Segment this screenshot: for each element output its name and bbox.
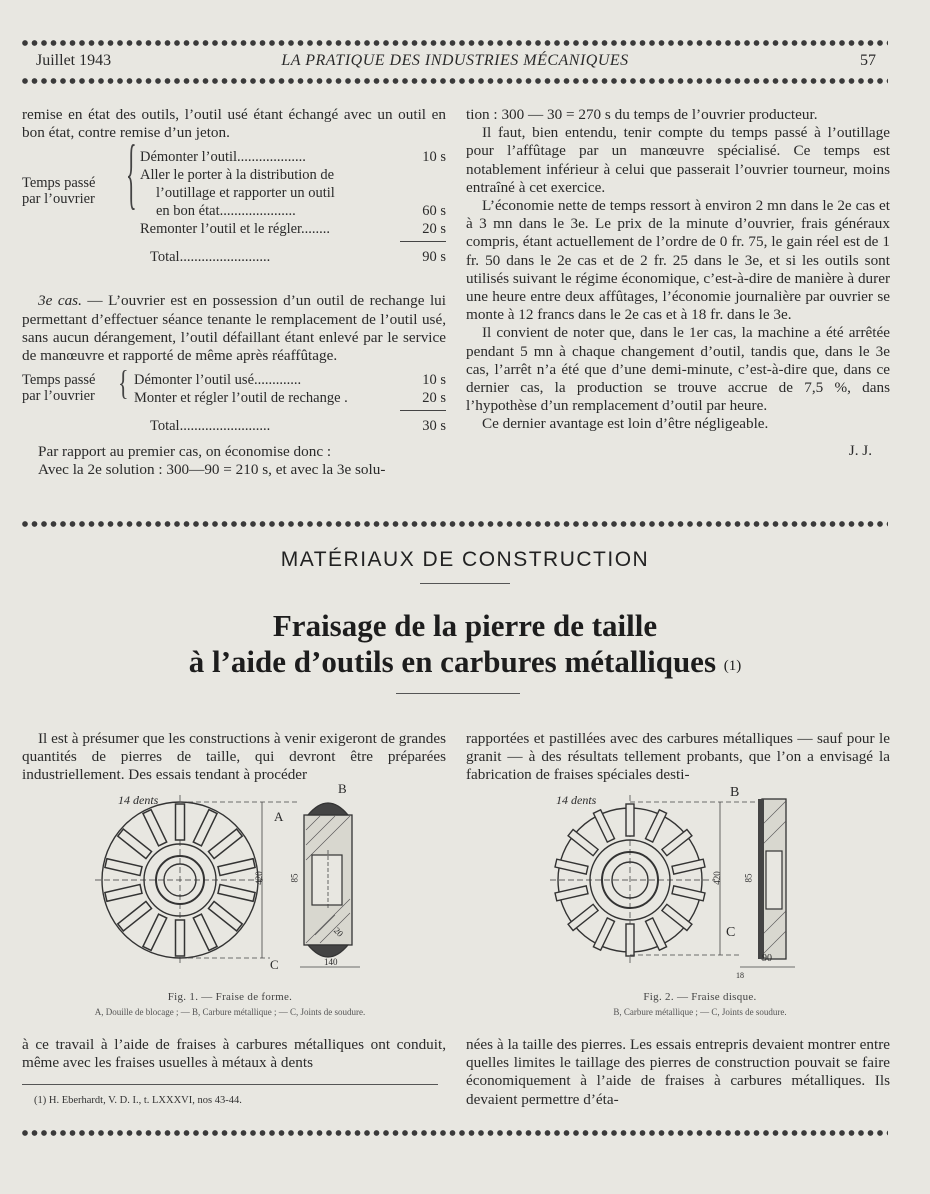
cutter-tooth <box>105 885 142 902</box>
cutter-tooth <box>193 914 217 950</box>
top-dot-rule <box>22 40 888 47</box>
table2-label: Temps passé par l’ouvrier <box>22 372 96 404</box>
cutter-tooth <box>568 829 598 855</box>
time-table-1 <box>22 128 446 274</box>
table1-value: 10 s <box>422 149 446 166</box>
table1-item: Démonter l’outil................... <box>140 149 306 166</box>
title-underline <box>396 693 520 694</box>
figure1-dim-420: 420 <box>253 871 264 885</box>
figure-1-drawing <box>30 785 430 980</box>
figure-1 <box>30 781 430 1025</box>
article-left-top: Il est à présumer que les constructions à venir exigeront de grandes quantités de pierres de taille, qui devront être préparées industriellement. Des essais tendant à procéder <box>22 730 446 784</box>
table2-item: Monter et régler l’outil de rechange . <box>134 390 348 407</box>
table1-item: Remonter l’outil et le régler........ <box>140 221 331 238</box>
figure1-label-a: A <box>274 809 284 824</box>
table2-value: 20 s <box>422 390 446 407</box>
cutter-tooth <box>208 901 242 930</box>
bottom-dot-rule <box>22 1130 888 1137</box>
cutter-tooth <box>568 904 598 930</box>
figure2-dim-18: 18 <box>736 971 744 980</box>
right-paragraph-1: tion : 300 — 30 = 270 s du temps de l’ouvrier producteur. <box>466 106 818 123</box>
left-paragraph-3: Par rapport au premier cas, on économise donc : <box>38 443 332 461</box>
cutter-tooth <box>143 810 167 846</box>
figure2-dim-85: 85 <box>743 873 754 883</box>
cutter-tooth <box>626 804 634 836</box>
figure1-dim-20: 20 <box>331 925 346 939</box>
footnote: (1) H. Eberhardt, V. D. I., t. LXXXVI, nos 43-44. <box>34 1095 242 1106</box>
figure2-subcaption: B, Carbure métallique ; — C, Joints de soudure. <box>613 1007 787 1017</box>
article-right-top: rapportées et pastillées avec des carbures métalliques — sauf pour le granit — à des résultats tellement probants, que l’on a envisagé la fabrication de fraises spéciales desti- <box>466 730 890 784</box>
cutter-tooth <box>176 920 185 956</box>
table2-total-value: 30 s <box>422 418 446 435</box>
figure1-teeth-label: 14 dents <box>118 793 159 807</box>
total-rule <box>400 241 446 242</box>
cutter-tooth <box>143 914 167 950</box>
table1-item: l’outillage et rapporter un outil <box>156 185 335 202</box>
total-rule <box>400 410 446 411</box>
figure1-caption: Fig. 1. — Fraise de forme. <box>167 991 293 1003</box>
right-column <box>466 106 890 460</box>
figure2-caption: Fig. 2. — Fraise disque. <box>643 991 757 1003</box>
footnote-rule <box>22 1084 438 1085</box>
page-header <box>22 50 888 74</box>
cutter-tooth <box>555 859 588 874</box>
figure1-dim-140: 140 <box>324 957 338 967</box>
cutter-tooth <box>645 810 666 842</box>
cutter-tooth <box>626 924 634 956</box>
page-number: 57 <box>860 52 876 69</box>
brace: { <box>126 128 137 219</box>
table1-total-label: Total......................... <box>150 249 271 266</box>
cutter-tooth <box>218 859 255 876</box>
figure1-subcaption: A, Douille de blocage ; — B, Carbure métallique ; — C, Joints de soudure. <box>94 1007 366 1017</box>
header-date: Juillet 1943 <box>36 52 112 69</box>
article-left-bottom: à ce travail à l’aide de fraises à carbures métalliques ont conduit, même avec les fraises usuelles à métaux à dents <box>22 1036 446 1072</box>
cutter-tooth <box>662 829 692 855</box>
figure1-label-b: B <box>338 781 347 796</box>
cutter-tooth <box>105 859 142 876</box>
figure2-teeth-label: 14 dents <box>556 793 597 807</box>
section-underline <box>420 583 510 584</box>
cutter-tooth <box>593 918 614 950</box>
signature: J. J. <box>848 441 872 459</box>
cutter-tooth <box>555 886 588 901</box>
table2-total-label: Total......................... <box>150 418 271 435</box>
left-paragraph-1: remise en état des outils, l’outil usé étant échangé avec un outil en bon état, contre remise d’un jeton. <box>22 106 446 142</box>
header-dot-rule <box>22 78 888 85</box>
brace: { <box>118 362 129 403</box>
section-dot-rule <box>22 521 888 528</box>
cutter-tooth <box>118 829 152 858</box>
figure1-label-c: C <box>270 957 279 972</box>
section-heading: MATÉRIAUX DE CONSTRUCTION <box>280 548 650 571</box>
article-title: Fraisage de la pierre de taille à l’aide d’outils en carbures métalliques $^{(1)}$ <box>188 608 742 679</box>
cutter-tooth <box>645 918 666 950</box>
table1-item: Aller le porter à la distribution de <box>140 167 335 184</box>
figure2-dim-90: 90 <box>762 953 772 964</box>
cutter-tooth <box>662 904 692 930</box>
cutter-tooth <box>193 810 217 846</box>
header-title: LA PRATIQUE DES INDUSTRIES MÉCANIQUES <box>281 52 629 69</box>
figure-2 <box>500 785 900 1025</box>
figure-2-drawing <box>500 785 900 980</box>
cutter-tooth <box>118 901 152 930</box>
table1-item: en bon état..................... <box>156 203 296 220</box>
left-paragraph-case3: 3e cas. — L’ouvrier est en possession d’un outil de rechange lui permettant d’effectuer séance tenante le remplacement de l’outil usé, sans aucun dérangement, l’outil défaillant étant enlevé par le service de manœuvre et rapporté de même après réaffûtage. <box>22 292 446 365</box>
figure2-label-c: C <box>726 925 736 940</box>
cutter-tooth <box>672 886 705 901</box>
table1-value: 20 s <box>422 221 446 238</box>
cutter-tooth <box>218 885 255 902</box>
figure2-dim-420: 420 <box>711 871 722 885</box>
right-paragraph-4: Il convient de noter que, dans le 1er cas, la machine a été arrêtée pendant 5 mn à chaque changement d’outil, tandis que, dans le 3e cas, l’arrêt n’a été que d’une demi-minute, c’est-à-dire que, dans ce dernier cas, la production se trouve accrue de 7,5 %, dans l’hypothèse d’un remplacement d’outil par heure. <box>466 324 890 415</box>
cutter-tooth <box>176 804 185 840</box>
left-column <box>22 106 446 480</box>
table1-total-value: 90 s <box>422 249 446 266</box>
table2-value: 10 s <box>422 372 446 389</box>
article-right-bottom: nées à la taille des pierres. Les essais entrepris devaient montrer entre quelles limites le taillage des pierres de construction pouvait se faire économiquement à l’aide de fraises à carbures métalliques. Ils devaient permettre d’éta- <box>466 1036 890 1108</box>
figure2-label-b: B <box>730 785 740 800</box>
right-paragraph-5: Ce dernier avantage est loin d’être négligeable. <box>482 415 769 433</box>
cutter-tooth <box>593 810 614 842</box>
right-paragraph-3: L’économie nette de temps ressort à environ 2 mn dans le 2e cas et à 3 mn dans le 3e. Le prix de la minute d’ouvrier, frais généraux compris, étant actuellement de l’ordre de 0 fr. 75, le gain réel est de 1 fr. 50 dans le 2e cas et de 2 fr. 25 dans le 3e, et si les outils sont utilisés suivant le régime économique, c’est-à-dire de manière à durer une heure entre deux affûtages, l’économie journalière par ouvrier se monte à 12 francs dans le 2e cas et à 18 fr. dans le 3e. <box>466 197 890 324</box>
figure1-dim-85: 85 <box>289 873 300 883</box>
left-paragraph-4: Avec la 2e solution : 300—90 = 210 s, et avec la 3e solu- <box>38 461 386 479</box>
cutter-tooth <box>208 829 242 858</box>
table2-item: Démonter l’outil usé............. <box>134 372 302 389</box>
cutter-tooth <box>672 859 705 874</box>
time-table-2 <box>22 362 446 437</box>
right-paragraph-2: Il faut, bien entendu, tenir compte du temps passé à l’outillage pour l’affûtage par un manœuvre spécialisé. Ce temps est notablement inférieur à celui que passerait l’ouvrier tourneur, moins entraîné à cet exercice. <box>466 124 890 196</box>
table1-label: Temps passé par l’ouvrier <box>22 175 96 207</box>
table1-value: 60 s <box>422 203 446 220</box>
